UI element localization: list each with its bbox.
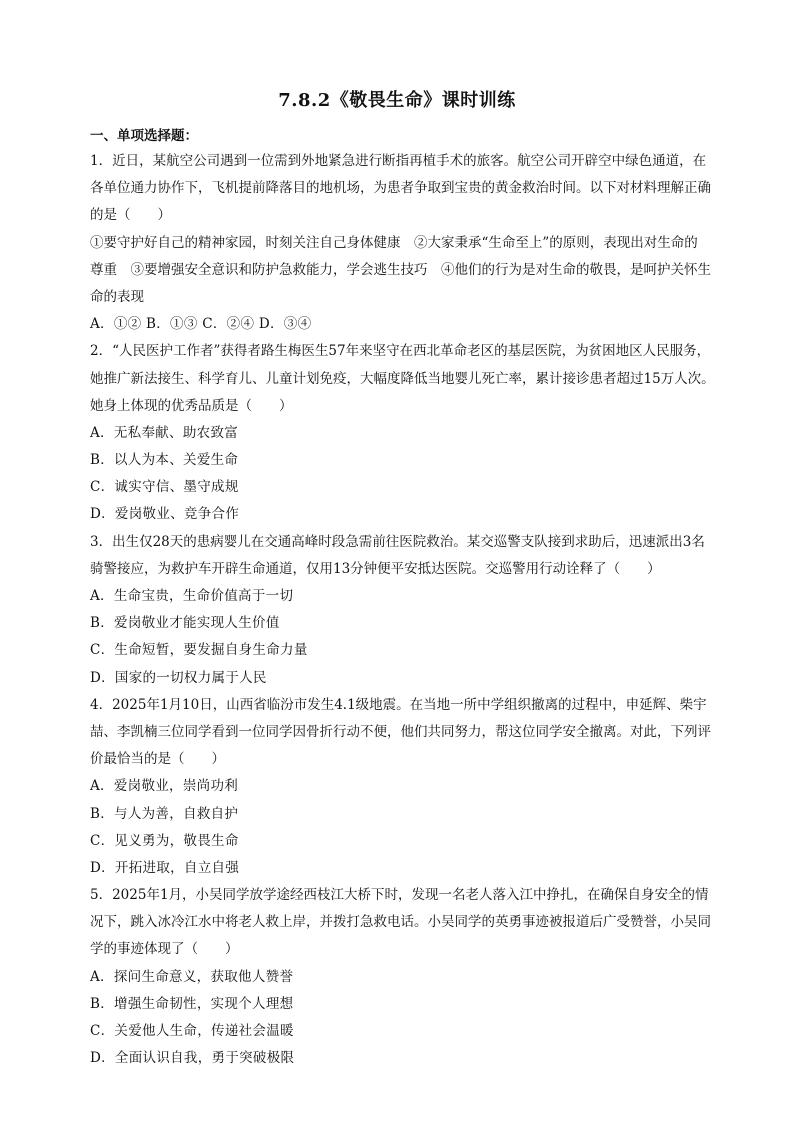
- answer-option-c: C．生命短暂，要发掘自身生命力量: [90, 642, 308, 659]
- answer-option-b: B．爱岗敬业才能实现人生价值: [90, 615, 280, 632]
- answer-option-d: D．爱岗敬业、竞争合作: [90, 506, 240, 523]
- question-stem-line: 她身上体现的优秀品质是（ ）: [90, 397, 293, 414]
- question-stem-line: 各单位通力协作下，飞机提前降落目的地机场，为患者争取到宝贵的黄金救治时间。以下对材料理解正确: [90, 180, 711, 197]
- answer-option-d: D．开拓进取，自立自强: [90, 859, 240, 876]
- question-stem-line: 1．近日，某航空公司遇到一位需到外地紧急进行断指再植手术的旅客。航空公司开辟空中绿色通道，在: [90, 153, 707, 169]
- statement-line: 命的表现: [90, 288, 144, 305]
- statement-line: ①要守护好自己的精神家园，时刻关注自己身体健康 ②大家秉承“生命至上”的原则，表现出对生命的: [90, 234, 698, 251]
- question-stem-line: 骑警接应，为救护车开辟生命通道，仅用13分钟便平安抵达医院。交巡警用行动诠释了（ ）: [90, 560, 661, 577]
- question-2: [90, 338, 715, 528]
- answer-option-a: A．爱岗敬业，崇尚功利: [90, 778, 239, 795]
- answer-options: A．①② B．①③ C．②④ D．③④: [90, 316, 312, 333]
- question-stem-line: 她推广新法接生、科学育儿、儿童计划免疫，大幅度降低当地婴儿死亡率，累计接诊患者超过15万人次。: [90, 370, 715, 387]
- question-5: [90, 882, 712, 1072]
- answer-option-a: A．无私奉献、助农致富: [90, 424, 239, 441]
- question-stem-line: 3．出生仅28天的患病婴儿在交通高峰时段急需前往医院救治。某交巡警支队接到求助后，迅速派出3名: [90, 533, 705, 550]
- question-stem-line: 价最恰当的是（ ）: [90, 751, 225, 768]
- question-stem-line: 的是（ ）: [90, 207, 171, 224]
- question-stem-line: 学的事迹体现了（ ）: [90, 941, 239, 958]
- answer-option-b: B．以人为本、关爱生命: [90, 452, 239, 469]
- question-stem-line: 2．“人民医护工作者”获得者路生梅医生57年来坚守在西北革命老区的基层医院，为贫困地区人民服务，: [90, 343, 711, 360]
- answer-option-d: D．全面认识自我，勇于突破极限: [90, 1050, 295, 1067]
- question-list: [90, 148, 715, 1072]
- statement-line: 尊重 ③要增强安全意识和防护急救能力，学会逃生技巧 ④他们的行为是对生命的敬畏，是呵护关怀生: [90, 261, 711, 278]
- answer-option-d: D．国家的一切权力属于人民: [90, 669, 267, 686]
- answer-option-c: C．诚实守信、墨守成规: [90, 479, 239, 496]
- question-stem-line: 喆、李凯楠三位同学看到一位同学因骨折行动不便，他们共同努力，帮这位同学安全撤离。对此，下列评: [90, 723, 711, 740]
- question-1: [90, 148, 712, 338]
- question-stem-line: 况下，跳入冰冷江水中将老人救上岸，并拨打急救电话。小吴同学的英勇事迹被报道后广受赞誉，小吴同: [90, 914, 711, 931]
- section-heading: 一、单项选择题：: [90, 128, 198, 144]
- answer-option-c: C．见义勇为，敬畏生命: [90, 832, 239, 849]
- answer-option-b: B．与人为善，自救自护: [90, 805, 239, 822]
- answer-option-c: C．关爱他人生命，传递社会温暖: [90, 1023, 294, 1039]
- page-title: 7.8.2《敬畏生命》课时训练: [278, 90, 516, 111]
- question-stem-line: 4．2025年1月10日，山西省临汾市发生4.1级地震。在当地一所中学组织撤离的过程中，申延辉、柴宇: [90, 696, 707, 713]
- answer-option-a: A．探问生命意义，获取他人赞誉: [90, 968, 294, 985]
- question-stem-line: 5．2025年1月，小吴同学放学途经西枝江大桥下时，发现一名老人落入江中挣扎，在确保自身安全的情: [90, 887, 709, 904]
- question-3: [90, 529, 712, 692]
- answer-option-b: B．增强生命韧性，实现个人理想: [90, 995, 294, 1012]
- answer-option-a: A．生命宝贵，生命价值高于一切: [90, 588, 294, 604]
- question-4: [90, 692, 712, 882]
